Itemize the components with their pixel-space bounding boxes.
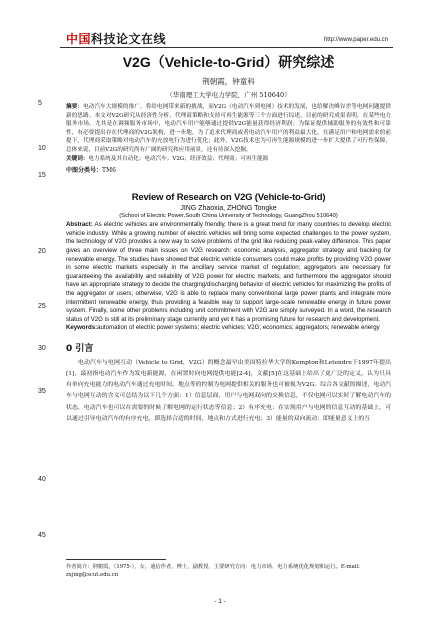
logo-main: 科技论文在线: [91, 32, 167, 46]
line-number: 45: [38, 532, 46, 539]
english-abstract-text: As electric vehicles are environmentally friendly, there is a great trend for many countries to develop electric vehicle industry. While a growing number of electric vehicles will bring some expected challenges to the power system, the technology of V2G provides a new way to solve problems of the grid like reducing peak-valley difference. This paper gives an overview of three main issues on V2G research: economic analysis, aggregator strategy and backing for renewable energy. The studies have showed that electric vehicle consumers could make profits by providing V2G power in some electric markets especially in the ancillary service market of regulation; aggregators are necessary for guaranteeing the availability and reliability of V2G power for electric markets, and furthermore the aggregator should have an appropriate strategy to decide the charging/discharging behavior of electric vehicles for maximizing the profits of the aggregator or users; otherwise, V2G is able to replace many conventional large power plants and integrate more intermittent renewable energy, thus providing a feasible way to support large-scale renewable energy in future power system. Finally, some other problems including unit commitment with V2G are simply surveyed. In a word, the research status of V2G is still at its preliminary stage currently and yet it has a promising future for research and development.: [66, 221, 391, 323]
chinese-keywords-label: 关键词：: [66, 155, 89, 162]
footnote-rule: [66, 559, 166, 560]
english-abstract-label: Abstract:: [66, 221, 93, 229]
author-footnote: 作者简介：荆朝霞，（1975-），女，通信作者，博士，副教授，主要研究方向：电力市场、电力系统优化规划和运行。E-mail: zxjing@scut.edu.cn: [66, 564, 360, 578]
chinese-abstract-label: 摘要：: [66, 104, 84, 110]
clc-value: TM6: [102, 167, 116, 175]
page-number: - 1 -: [214, 598, 226, 605]
line-number: 15: [38, 172, 46, 179]
chinese-abstract: [66, 103, 391, 155]
line-number: 10: [38, 145, 46, 152]
chinese-authors: 荆朝霞，钟童科: [202, 77, 255, 86]
line-number: 35: [38, 388, 46, 395]
chinese-keywords: [66, 155, 391, 164]
english-affiliation: (School of Electric Power,South China University of Technology, GuangZhou 510640): [119, 213, 338, 220]
english-keywords-label: Keywords:: [66, 324, 98, 332]
line-number: 40: [38, 476, 46, 483]
english-keywords-text: automation of electric power systems; electric vehicles; V2G; economics; aggregators; renewable energy: [97, 324, 380, 332]
line-number: 20: [38, 248, 46, 255]
page-header: [0, 0, 440, 48]
intro-paragraph: 电动汽车与电网互动（Vehicle to Grid，V2G）的概念最早由美国特拉华大学的Kempton和Letendre于1997年提出[1]，最初指电动汽车作为发电新能源，在闲置时向电网提供电能[2-4]，文献[5]在这基础上给出了更广泛的定义，认为只具有单向充电能力的电动汽车通过充电时间、地点等的控制为电网提供相关的服务也可被视为V2G。综合各文献的描述，电动汽车与电网互动的含义可总结为以下几个方面：1）信息层面，用户与电网双向的交换信息，不仅电网可以实时了解电动汽车的状态，电动汽车也可以在需要的时候了解电网的运行状态等信息；2）有序充电：在实现用户与电网的信息互动的基础上，可以通过引导电动汽车的有序充电，即选择合适的时间、地点和方式进行充电；3）能量的双向流动：即能量意义上的互: [66, 359, 391, 422]
english-keywords: [66, 324, 391, 333]
section-heading-intro: 0 引言: [66, 343, 94, 354]
english-abstract: [66, 221, 391, 324]
english-authors: JING Zhaoxia, ZHONG Tongke: [180, 205, 277, 213]
chinese-keywords-text: 电力系统及其自动化；电动汽车；V2G；经济效益；代理商；可再生能源: [88, 155, 269, 162]
paper-body: [66, 52, 391, 425]
chinese-title: V2G（Vehicle-to-Grid）研究综述: [122, 54, 335, 70]
classification-number: [66, 165, 391, 174]
logo-prefix: 中国: [66, 32, 92, 46]
chinese-affiliation: （华南理工大学电力学院，广州 510640）: [166, 91, 291, 99]
line-number: 25: [38, 303, 46, 310]
header-rule: [60, 47, 393, 48]
line-number: 5: [38, 100, 42, 107]
clc-label: 中图分类号：: [66, 167, 103, 175]
line-number: 30: [38, 345, 46, 352]
english-title: Review of Research on V2G (Vehicle-to-Grid): [131, 192, 326, 204]
site-url[interactable]: http://www.paper.edu.cn: [323, 37, 388, 43]
chinese-abstract-text: 电动汽车大规模的推广，将给电网带来新的挑战，而V2G（电动汽车到电网）技术的发展，也给解决峰谷差等电网问题提供新的思路。本文对V2G研究从经济性分析、代理商策略和支持可再生能源等三个方面进行综述。目前的研究成果表明，在某些电力服务市场，尤其是在调频服务市场中，电动汽车用户能够通过提供V2G能量获得经济利润；为保证提供辅助服务的有效性和可靠性，有必要提出存在代理商的V2G架构，进一步地，为了追求代理商或者电动汽车用户的利益最大化，在满足用户和电网需求的前提下，代理商采取策略对电动汽车的充放电行为进行优化；此外，V2G技术也为可再生能源规模的进一步扩大提供了可行性保障，总体来说，目前V2G的研究尚有广阔的研究和应用前景，还有待深入挖掘。: [66, 104, 391, 153]
site-logo[interactable]: [66, 30, 166, 47]
